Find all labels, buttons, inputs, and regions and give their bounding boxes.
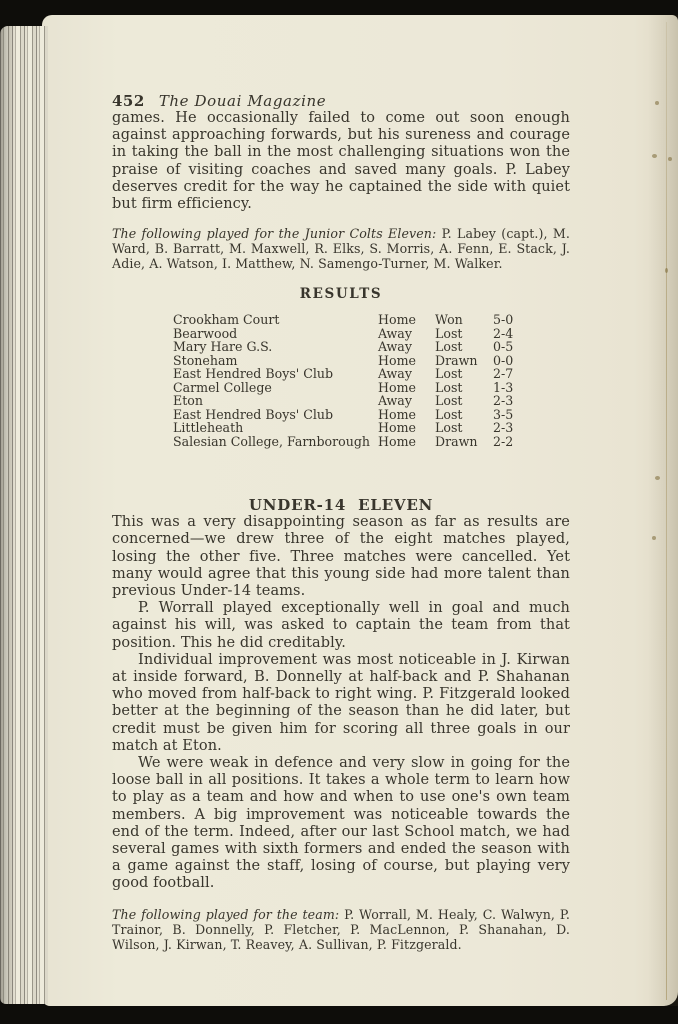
under14-paragraph: We were weak in defence and very slow in going for the loose ball in all positions. It takes a whole term to learn how to play as a team and how and when to use one's own team members. A big improvement was noticeable towards the end of the term. Indeed, after our last School match, we had several games with sixth formers and ended the season with a game against the staff, losing of course, but playing very good football. [112,755,570,892]
result-cell: Lost [435,379,463,395]
score-cell: 2-3 [493,393,514,409]
score-cell: 1-3 [493,379,514,395]
venue-cell: Away [378,339,412,355]
opponent-cell: East Hendred Boys' Club [173,366,334,382]
page-edges-stack [0,26,48,1004]
venue-cell: Away [378,393,412,409]
binding-speck [655,476,660,480]
under14-paragraph: Individual improvement was most noticeable in J. Kirwan at inside forward, B. Donnelly at half-back and P. Shahanan who moved from half-back to right wing. P. Fitzgerald looked better at the beginning of the season than he did later, but credit must be given him for scoring all three goals in our match at Eton. [112,651,570,754]
opponent-cell: Crookham Court [173,312,280,328]
gutter-shadow [648,15,678,1006]
result-cell: Lost [435,366,463,382]
result-cell: Lost [435,406,463,422]
venue-cell: Home [378,433,416,449]
results-heading: RESULTS [299,286,383,303]
table-row [173,313,570,327]
result-cell: Lost [435,325,463,341]
venue-cell: Home [378,312,416,328]
result-cell: Drawn [435,352,478,368]
score-cell: 0-5 [493,339,514,355]
result-cell: Drawn [435,433,478,449]
venue-cell: Home [378,379,416,395]
players-note-lead: The following played for the Junior Colts Eleven: [112,226,442,242]
score-cell: 2-2 [493,433,514,449]
table-row [173,381,570,395]
venue-cell: Home [378,406,416,422]
junior-colts-opening-paragraph: games. He occasionally failed to come out soon enough against approaching forwards, but his sureness and courage in taking the ball in the most challenging situations won the praise of visiting coaches and saved many goals. P. Labey deserves credit for the way he captained the side with quiet but firm efficiency. [112,110,570,213]
opponent-cell: Eton [173,393,203,409]
under14-paragraph: P. Worrall played exceptionally well in goal and much against his will, was asked to captain the team from that position. This he did creditably. [112,600,570,651]
magazine-title: The Douai Magazine [158,92,327,110]
under14-players-note [112,907,570,952]
under14-heading: UNDER-14 ELEVEN [248,496,434,515]
running-header [112,92,570,110]
opponent-cell: East Hendred Boys' Club [173,406,334,422]
table-row [173,340,570,354]
opponent-cell: Mary Hare G.S. [173,339,273,355]
page-number: 452 [112,92,145,110]
under14-paragraph: This was a very disappointing season as far as results are concerned—we drew three of the eight matches played, losing the other five. Three matches were cancelled. Yet many would agree that this young side had more talent than previous Under-14 teams. [112,514,570,600]
results-table [173,313,570,448]
binding-speck [668,157,672,161]
table-row [173,435,570,449]
table-row [173,327,570,341]
result-cell: Lost [435,393,463,409]
opponent-cell: Bearwood [173,325,238,341]
binding-speck [665,268,668,273]
binding-speck [655,101,659,105]
opponent-cell: Stoneham [173,352,238,368]
table-row [173,367,570,381]
score-cell: 2-7 [493,366,514,382]
junior-colts-players-note [112,226,570,271]
table-row [173,421,570,435]
venue-cell: Away [378,325,412,341]
table-row [173,354,570,368]
opponent-cell: Carmel College [173,379,272,395]
score-cell: 2-3 [493,420,514,436]
score-cell: 2-4 [493,325,514,341]
players-note-lead: The following played for the team: [112,906,345,922]
result-cell: Lost [435,420,463,436]
score-cell: 3-5 [493,406,514,422]
opponent-cell: Salesian College, Farnborough [173,433,371,449]
players-note-names: P. Worrall, M. Healy, C. Walwyn, P. Trainor, B. Donnelly, P. Fletcher, P. MacLennon, P. Shanahan, D. Wilson, J. Kirwan, T. Reavey, A. Sullivan, P. Fitzgerald. [112,906,570,952]
result-cell: Won [435,312,463,328]
opponent-cell: Littleheath [173,420,244,436]
venue-cell: Away [378,366,412,382]
table-row [173,394,570,408]
table-row [173,408,570,422]
binding-speck [652,536,656,540]
players-note-names: P. Labey (capt.), M. Ward, B. Barratt, M. Maxwell, R. Elks, S. Morris, A. Fenn, E. Stack, J. Adie, A. Watson, I. Matthew, N. Samengo-Turner, M. Walker. [112,226,570,272]
score-cell: 0-0 [493,352,514,368]
venue-cell: Home [378,352,416,368]
gutter-crease [666,22,667,1000]
binding-speck [652,154,657,158]
printed-content [112,92,570,952]
result-cell: Lost [435,339,463,355]
venue-cell: Home [378,420,416,436]
score-cell: 5-0 [493,312,514,328]
